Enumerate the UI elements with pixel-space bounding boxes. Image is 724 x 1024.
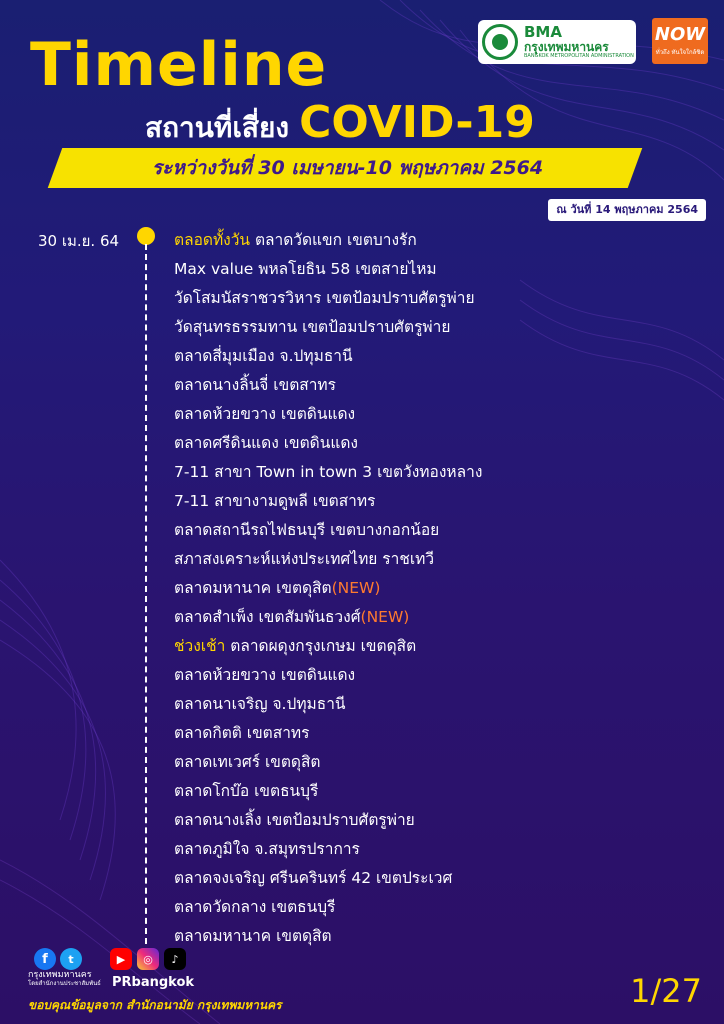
facebook-icon[interactable]: f — [34, 948, 56, 970]
now-logo — [652, 18, 708, 64]
as-of-badge: ณ วันที่ 14 พฤษภาคม 2564 — [548, 199, 706, 221]
bma-abbr: BMA — [524, 23, 562, 42]
list-item: ตลาดโกบ๊อ เขตธนบุรี — [174, 782, 319, 800]
list-item: ตลาดมหานาค เขตดุสิต(NEW) — [174, 579, 381, 597]
bma-logo — [478, 20, 636, 64]
page-number: 1/27 — [630, 972, 702, 1010]
subtitle — [145, 97, 535, 150]
footer-social-left — [34, 948, 82, 970]
tiktok-icon[interactable]: ♪ — [164, 948, 186, 970]
footer-org-name: กรุงเทพมหานคร — [28, 970, 92, 980]
list-item: ช่วงเช้า ตลาดผดุงกรุงเกษม เขตดุสิต — [174, 637, 417, 655]
list-item: ตลาดมหานาค เขตดุสิต — [174, 927, 332, 945]
list-item: ตลาดภูมิใจ จ.สมุทรปราการ — [174, 840, 360, 858]
list-item: สภาสงเคราะห์แห่งประเทศไทย ราชเทวี — [174, 550, 435, 568]
bma-english: BANGKOK METROPOLITAN ADMINISTRATION — [524, 53, 634, 60]
social-handle: PRbangkok — [112, 975, 195, 990]
list-item: 7-11 สาขา Town in town 3 เขตวังทองหลาง — [174, 463, 483, 481]
list-item: ตลาดเทเวศร์ เขตดุสิต — [174, 753, 321, 771]
list-item: ตลาดวัดกลาง เขตธนบุรี — [174, 898, 336, 916]
footer-org — [28, 971, 101, 987]
date-range-text: ระหว่างวันที่ 30 เมษายน-10 พฤษภาคม 2564 — [151, 157, 544, 179]
list-item: ตลาดสถานีรถไฟธนบุรี เขตบางกอกน้อย — [174, 521, 440, 539]
now-tagline: ทั่วถึง ทันใจใกล้ชิด — [655, 48, 705, 56]
list-item: วัดสุนทรธรรมทาน เขตป้อมปราบศัตรูพ่าย — [174, 318, 451, 336]
data-credit: ขอบคุณข้อมูลจาก สำนักอนามัย กรุงเทพมหานคร — [28, 998, 282, 1012]
list-item: ตลาดห้วยขวาง เขตดินแดง — [174, 666, 356, 684]
list-item: ตลาดนาเจริญ จ.ปทุมธานี — [174, 695, 346, 713]
instagram-icon[interactable]: ◎ — [137, 948, 159, 970]
list-item: ตลาดห้วยขวาง เขตดินแดง — [174, 405, 356, 423]
twitter-icon[interactable]: t — [60, 948, 82, 970]
list-item: 7-11 สาขางามดูพลี เขตสาทร — [174, 492, 376, 510]
timeline-date: 30 เม.ย. 64 — [38, 232, 120, 250]
list-item: ตลาดศรีดินแดง เขตดินแดง — [174, 434, 358, 452]
bma-seal-icon — [482, 24, 518, 60]
list-item: ตลาดนางลิ้นจี่ เขตสาทร — [174, 376, 336, 394]
youtube-icon[interactable]: ▶ — [110, 948, 132, 970]
list-item: ตลาดจงเจริญ ศรีนครินทร์ 42 เขตประเวศ — [174, 869, 453, 887]
list-item: ตลาดสำเพ็ง เขตสัมพันธวงศ์(NEW) — [174, 608, 410, 626]
list-item: ตลาดกิตติ เขตสาทร — [174, 724, 310, 742]
subtitle-covid: COVID-19 — [299, 97, 535, 148]
now-label: NOW — [654, 23, 706, 45]
page-title: Timeline — [30, 30, 328, 100]
list-item: ตลาดสี่มุมเมือง จ.ปทุมธานี — [174, 347, 353, 365]
location-list — [174, 228, 482, 953]
bma-name: กรุงเทพมหานคร — [524, 39, 609, 54]
footer-org-sub: โดยสำนักงานประชาสัมพันธ์ — [28, 979, 101, 987]
list-item: วัดโสมนัสราชวรวิหาร เขตป้อมปราบศัตรูพ่าย — [174, 289, 475, 307]
list-item: ตลาดนางเลิ้ง เขตป้อมปราบศัตรูพ่าย — [174, 811, 415, 829]
list-item: Max value พหลโยธิน 58 เขตสายไหม — [174, 260, 437, 278]
timeline-line — [145, 244, 147, 944]
footer-social-right — [110, 948, 186, 970]
list-item: ตลอดทั้งวัน ตลาดวัดแขก เขตบางรัก — [174, 231, 417, 249]
timeline-dot — [137, 227, 155, 245]
subtitle-thai: สถานที่เสี่ยง — [145, 111, 290, 144]
